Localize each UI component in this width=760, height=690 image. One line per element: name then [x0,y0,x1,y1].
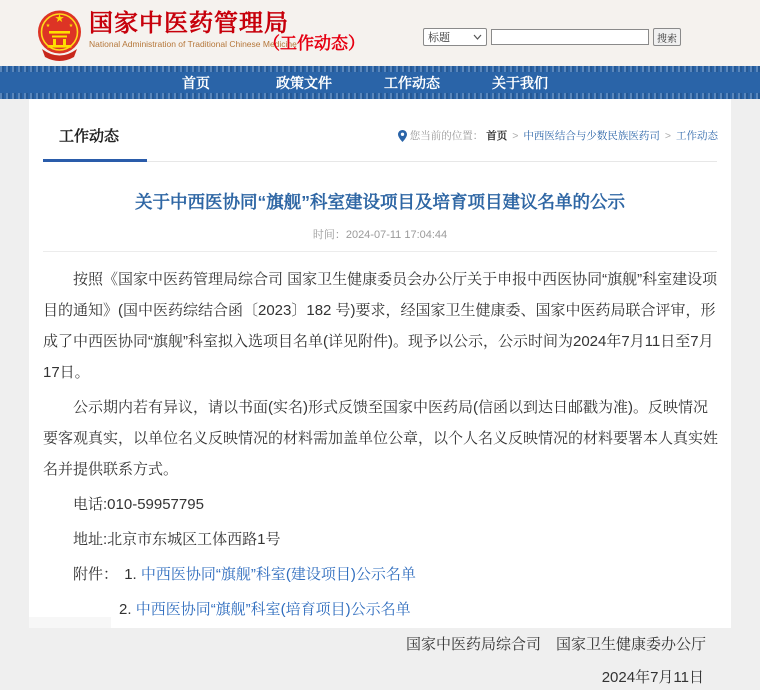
svg-text:★: ★ [68,23,74,29]
channel-banner: （工作动态） [263,34,365,53]
chevron-down-icon [473,34,482,40]
signature: 国家中医药局综合司 国家卫生健康委办公厅 [405,636,706,653]
main-nav [0,66,760,99]
attachment-link-1[interactable]: 中西医协同“旗舰”科室(建设项目)公示名单 [140,566,416,583]
attachment-link-2[interactable]: 中西医协同“旗舰”科室(培育项目)公示名单 [135,601,411,618]
article-timestamp: 时间：2024-07-11 17:04:44 [312,229,448,241]
article-body [29,252,731,690]
search-category-select[interactable] [423,28,487,46]
search-category-label: 标题 [428,32,450,44]
nav-item-policy[interactable]: 政策文件 [276,74,332,91]
site-header [0,0,760,66]
content-card [29,99,731,686]
site-subtitle-english: National Administration of Traditional Chinese Medicine [89,39,297,49]
attachments-label: 附件： [73,566,119,583]
breadcrumb-link-current[interactable]: 工作动态 [676,130,718,142]
section-underline [43,161,717,162]
site-title: 国家中医药管理局 [89,10,289,37]
national-emblem-logo[interactable] [37,7,82,63]
address-line: 地址:北京市东城区工体西路1号 [73,531,281,548]
paragraph-notice: 按照《国家中医药管理局综合司 国家卫生健康委员会办公厅关于申报中西医协同“旗舰”科室建设项目的通知》(国中医药综结合函〔2023〕182 号)要求，经国家卫生健康委、国家中医药局联合评审，形成了中西医协同“旗舰”科室拟入选项目名单(详见附件)。现予以公示，公示时间为2024年7月11日至7月17日。 [43,271,718,381]
breadcrumb [398,128,721,143]
article-title: 关于中西医协同“旗舰”科室建设项目及培育项目建议名单的公示 [135,192,625,212]
breadcrumb-separator: > [664,129,671,142]
breadcrumb-separator: > [512,129,519,142]
nav-item-home[interactable]: 首页 [182,74,210,91]
section-title: 工作动态 [59,128,120,145]
search-input[interactable] [491,29,649,45]
search-bar [423,28,681,46]
attachment-number: 2. [119,601,132,618]
attachment-number: 1. [124,566,137,583]
publish-date: 2024年7月11日 [601,669,704,686]
nav-item-about[interactable]: 关于我们 [492,74,548,91]
attachment-line-2 [43,594,718,625]
breadcrumb-prefix: 您当前的位置： [409,130,484,142]
section-row [29,99,731,146]
breadcrumb-link-department[interactable]: 中西医结合与少数民族医药司 [523,130,660,142]
footer-corner [29,617,111,628]
svg-text:★: ★ [54,13,65,25]
location-pin-icon [398,130,407,142]
attachment-line-1 [43,559,718,590]
svg-text:★: ★ [45,23,51,29]
paragraph-objection: 公示期内若有异议，请以书面(实名)形式反馈至国家中医药局(信函以到达日邮戳为准)。反映情况要客观真实，以单位名义反映情况的材料需加盖单位公章，以个人名义反映情况的材料要署本人真实姓名并提供联系方式。 [43,399,719,478]
breadcrumb-link-home[interactable]: 首页 [486,130,508,142]
search-button[interactable]: 搜索 [653,28,681,46]
nav-item-news[interactable]: 工作动态 [384,74,440,91]
phone-line: 电话:010-59957795 [73,496,204,513]
